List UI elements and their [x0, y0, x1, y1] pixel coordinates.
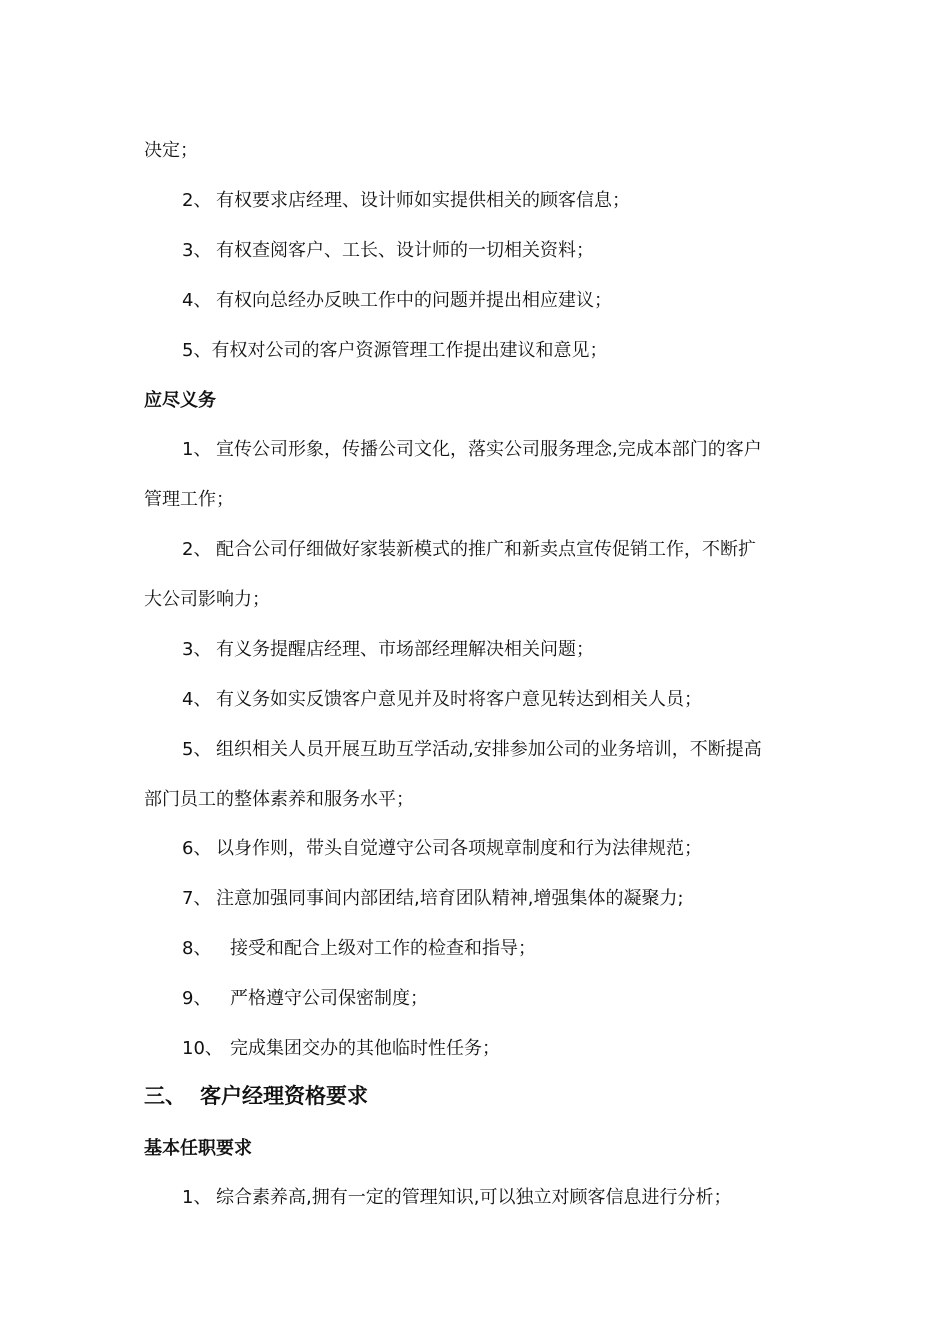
duties-item-3 [182, 638, 594, 662]
item-text: 严格遵守公司保密制度； [230, 988, 428, 1009]
item-text: 综合素养高,拥有一定的管理知识,可以独立对顾客信息进行分析； [216, 1187, 732, 1208]
continued-text: 决定； [144, 140, 198, 161]
item-number: 7、 [182, 888, 212, 909]
item-text: 有权要求店经理、设计师如实提供相关的顾客信息； [216, 190, 630, 211]
section-3-heading [144, 1084, 368, 1108]
item-number: 2、 [182, 190, 212, 211]
duties-item-5-continuation: 部门员工的整体素养和服务水平； [144, 789, 414, 810]
duties-item-10 [182, 1037, 500, 1061]
item-text: 宣传公司形象，传播公司文化，落实公司服务理念,完成本部门的客户 [216, 439, 762, 460]
item-text: 完成集团交办的其他临时性任务； [230, 1038, 500, 1059]
duties-item-2 [182, 538, 756, 562]
duties-heading: 应尽义务 [144, 390, 216, 411]
item-number: 1、 [182, 1187, 212, 1208]
basic-requirements-heading: 基本任职要求 [144, 1138, 252, 1159]
item-number: 6、 [182, 838, 212, 859]
rights-item-4 [182, 289, 612, 313]
item-text: 有权查阅客户、工长、设计师的一切相关资料； [216, 240, 594, 261]
item-text: 以身作则，带头自觉遵守公司各项规章制度和行为法律规范； [216, 838, 702, 859]
item-number: 9、 [182, 988, 212, 1009]
item-number: 3、 [182, 240, 212, 261]
section-title: 客户经理资格要求 [200, 1084, 368, 1108]
duties-item-5 [182, 738, 762, 762]
item-number: 1、 [182, 439, 212, 460]
duties-item-2-continuation: 大公司影响力； [144, 589, 270, 610]
rights-item-3 [182, 239, 594, 263]
item-text: 组织相关人员开展互助互学活动,安排参加公司的业务培训，不断提高 [216, 739, 762, 760]
item-number: 3、 [182, 639, 212, 660]
duties-item-1-continuation: 管理工作； [144, 489, 234, 510]
duties-item-7 [182, 887, 684, 911]
item-text: 接受和配合上级对工作的检查和指导； [230, 938, 536, 959]
item-text: 有权向总经办反映工作中的问题并提出相应建议； [216, 290, 612, 311]
basic-item-1 [182, 1186, 731, 1210]
item-text: 有义务如实反馈客户意见并及时将客户意见转达到相关人员； [216, 689, 702, 710]
duties-item-4 [182, 688, 702, 712]
item-number: 8、 [182, 938, 212, 959]
item-text: 注意加强同事间内部团结,培育团队精神,增强集体的凝聚力; [216, 888, 684, 909]
rights-item-2 [182, 189, 630, 213]
item-number: 4、 [182, 290, 212, 311]
duties-item-6 [182, 837, 702, 861]
item-number: 4、 [182, 689, 212, 710]
item-number: 5、 [182, 739, 212, 760]
rights-item-5 [182, 339, 607, 363]
duties-item-8 [182, 937, 536, 961]
item-number: 10、 [182, 1038, 223, 1059]
item-number: 5、 [182, 340, 212, 361]
item-text: 有权对公司的客户资源管理工作提出建议和意见； [211, 340, 608, 361]
section-number: 三、 [144, 1084, 186, 1108]
duties-item-9 [182, 987, 428, 1011]
item-text: 配合公司仔细做好家装新模式的推广和新卖点宣传促销工作，不断扩 [216, 539, 756, 560]
item-text: 有义务提醒店经理、市场部经理解决相关问题； [216, 639, 594, 660]
duties-item-1 [182, 438, 762, 462]
item-number: 2、 [182, 539, 212, 560]
